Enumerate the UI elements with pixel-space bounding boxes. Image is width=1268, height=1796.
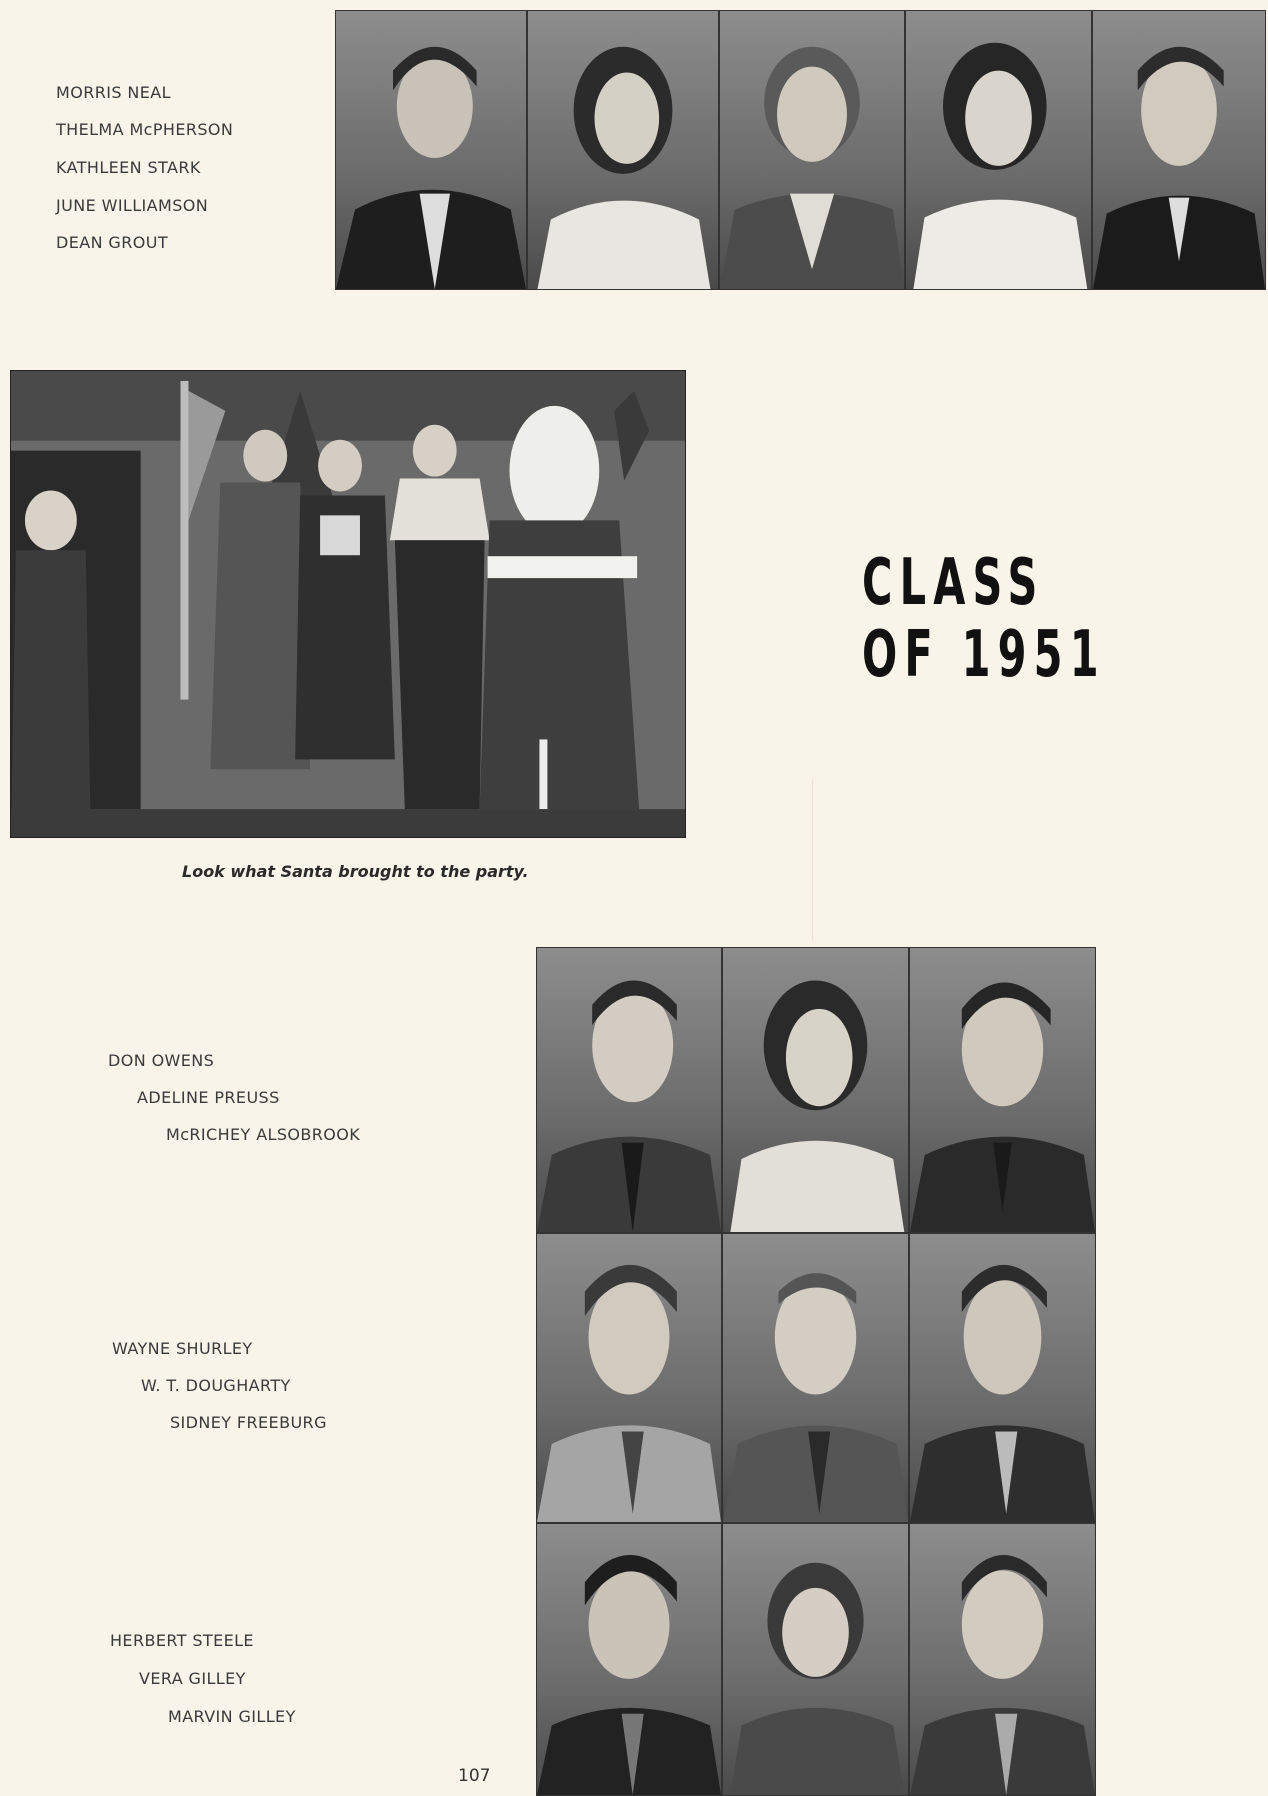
portrait-herbert-steele (536, 1523, 722, 1796)
portrait-don-owens (536, 947, 722, 1233)
class-heading-line2: OF 1951 (862, 617, 1106, 692)
name-don-owens: DON OWENS (108, 1051, 215, 1070)
name-morris-neal: MORRIS NEAL (56, 83, 171, 102)
name-herbert-steele: HERBERT STEELE (110, 1631, 254, 1650)
portrait-wayne-shurley (536, 1233, 722, 1523)
portrait-adeline-preuss (722, 947, 909, 1233)
name-mcrichey-alsobrook: McRICHEY ALSOBROOK (166, 1125, 361, 1144)
page-number: 107 (458, 1766, 491, 1786)
class-heading-line1: CLASS (862, 546, 1045, 620)
portrait-dean-grout (1092, 10, 1266, 290)
name-dean-grout: DEAN GROUT (56, 233, 169, 252)
portrait-marvin-gilley (909, 1523, 1096, 1796)
page-fold-line (812, 780, 813, 940)
portrait-morris-neal (335, 10, 527, 290)
class-heading (862, 546, 1106, 692)
portrait-vera-gilley (722, 1523, 909, 1796)
portrait-mcrichey-alsobrook (909, 947, 1096, 1233)
portrait-sidney-freeburg (909, 1233, 1096, 1523)
name-marvin-gilley: MARVIN GILLEY (168, 1707, 296, 1726)
portrait-thelma-mcpherson (527, 10, 719, 290)
name-thelma-mcpherson: THELMA McPHERSON (56, 120, 234, 139)
name-sidney-freeburg: SIDNEY FREEBURG (170, 1413, 327, 1432)
name-wayne-shurley: WAYNE SHURLEY (112, 1339, 253, 1358)
portrait-june-williamson (905, 10, 1092, 290)
portrait-w-t-dougharty (722, 1233, 909, 1523)
name-june-williamson: JUNE WILLIAMSON (56, 196, 209, 215)
party-photo-caption: Look what Santa brought to the party. (182, 862, 529, 881)
name-kathleen-stark: KATHLEEN STARK (56, 158, 201, 177)
name-vera-gilley: VERA GILLEY (139, 1669, 246, 1688)
christmas-party-photo (10, 370, 686, 838)
name-w-t-dougharty: W. T. DOUGHARTY (141, 1376, 291, 1395)
name-adeline-preuss: ADELINE PREUSS (137, 1088, 280, 1107)
portrait-kathleen-stark (719, 10, 905, 290)
